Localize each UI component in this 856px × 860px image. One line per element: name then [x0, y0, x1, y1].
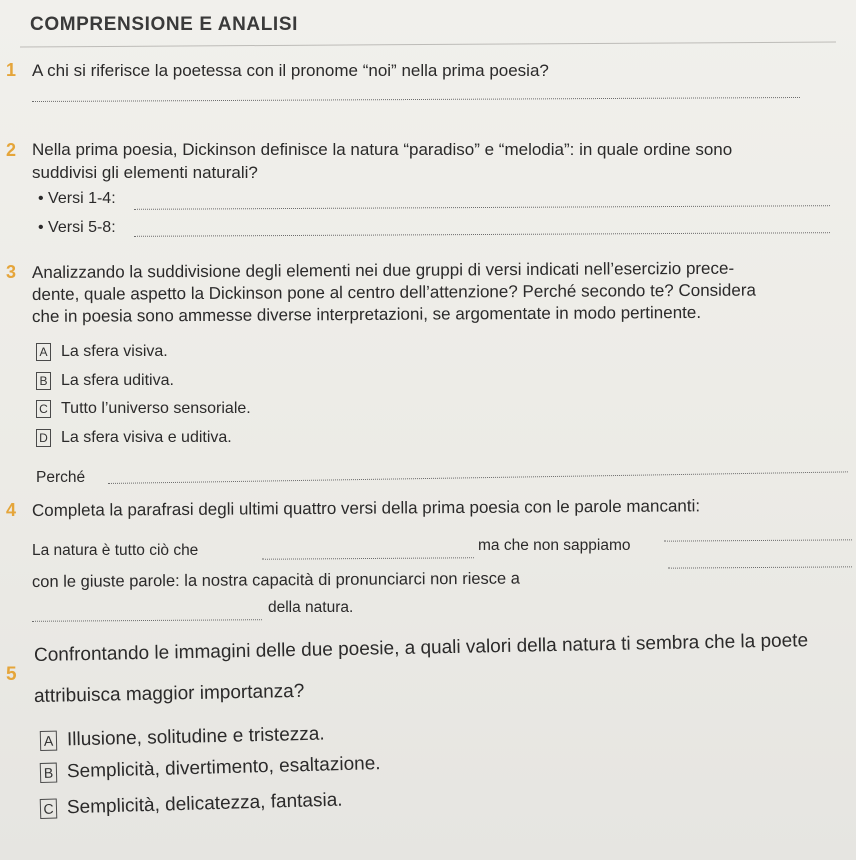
question-5-line1: Confrontando le immagini delle due poesie, a quali valori della natura ti sembra che la poete [33, 630, 809, 666]
option-letter: A [36, 343, 51, 361]
option-letter: B [36, 372, 51, 390]
section-title: COMPRENSIONE E ANALISI [30, 14, 298, 35]
question-3-line2: dente, quale aspetto la Dickinson pone al centro dell’attenzione? Perché secondo te? Considera [31, 280, 756, 304]
option-text: La sfera visiva. [61, 343, 168, 360]
answer-line-q1[interactable] [32, 97, 800, 102]
option-5c[interactable] [40, 790, 343, 820]
option-3a[interactable] [36, 343, 168, 361]
parafrasi-part-2: ma che non sappiamo [478, 537, 631, 554]
question-2-line2: suddivisi gli elementi naturali? [32, 163, 258, 182]
option-letter: D [36, 429, 51, 447]
blank-3[interactable] [668, 566, 852, 568]
option-3c[interactable] [36, 400, 251, 418]
question-3-line3: che in poesia sono ammesse diverse interpretazioni, se argomentate in modo pertinente. [31, 302, 702, 326]
title-divider [20, 42, 836, 48]
bullet-versi-1-4 [38, 190, 116, 208]
bullet-label-1: Versi 1-4: [48, 190, 116, 207]
option-5a[interactable] [40, 724, 325, 752]
parafrasi-part-3: con le giuste parole: la nostra capacità di pronunciarci non riesce a [31, 569, 521, 591]
bullet-label-2: Versi 5-8: [48, 219, 116, 236]
option-letter: C [40, 799, 58, 819]
blank-1[interactable] [262, 557, 474, 559]
answer-line-versi-5-8[interactable] [134, 232, 830, 237]
question-2-number: 2 [6, 140, 17, 160]
option-text: Semplicità, delicatezza, fantasia. [66, 789, 343, 819]
answer-line-versi-1-4[interactable] [134, 205, 830, 210]
bullet-dot: • [38, 219, 49, 236]
question-4-number: 4 [6, 500, 17, 520]
option-text: Tutto l’universo sensoriale. [61, 400, 251, 417]
question-2-line1: Nella prima poesia, Dickinson definisce la natura “paradiso” e “melodia”: in quale ordine sono [32, 140, 733, 159]
bullet-dot: • [38, 190, 49, 207]
option-text: Semplicità, divertimento, esaltazione. [66, 753, 381, 783]
option-text: La sfera uditiva. [61, 372, 174, 389]
bullet-versi-5-8 [38, 219, 116, 237]
blank-2[interactable] [664, 539, 852, 541]
question-4-text: Completa la parafrasi degli ultimi quattro versi della prima poesia con le parole mancanti: [31, 496, 701, 520]
option-5b[interactable] [40, 753, 381, 784]
option-letter: C [36, 400, 51, 418]
question-3-number: 3 [6, 262, 17, 282]
answer-line-perche[interactable] [108, 471, 848, 484]
question-1-text: A chi si riferisce la poetessa con il pronome “noi” nella prima poesia? [32, 61, 549, 80]
parafrasi-part-4: della natura. [268, 599, 354, 616]
option-text: Illusione, solitudine e tristezza. [66, 723, 325, 751]
question-5-line2: attribuisca maggior importanza? [33, 680, 305, 707]
question-3-line1: Analizzando la suddivisione degli elementi nei due gruppi di versi indicati nell’esercizio prece- [31, 258, 735, 282]
option-3b[interactable] [36, 372, 174, 390]
option-3d[interactable] [36, 429, 232, 447]
option-text: La sfera visiva e uditiva. [61, 429, 232, 446]
perche-label: Perché [36, 469, 86, 486]
option-letter: A [40, 731, 57, 751]
question-1-number: 1 [6, 60, 17, 80]
blank-4[interactable] [32, 619, 262, 622]
question-5-number: 5 [6, 664, 17, 685]
parafrasi-part-1: La natura è tutto ciò che [32, 542, 199, 559]
option-letter: B [40, 763, 58, 783]
